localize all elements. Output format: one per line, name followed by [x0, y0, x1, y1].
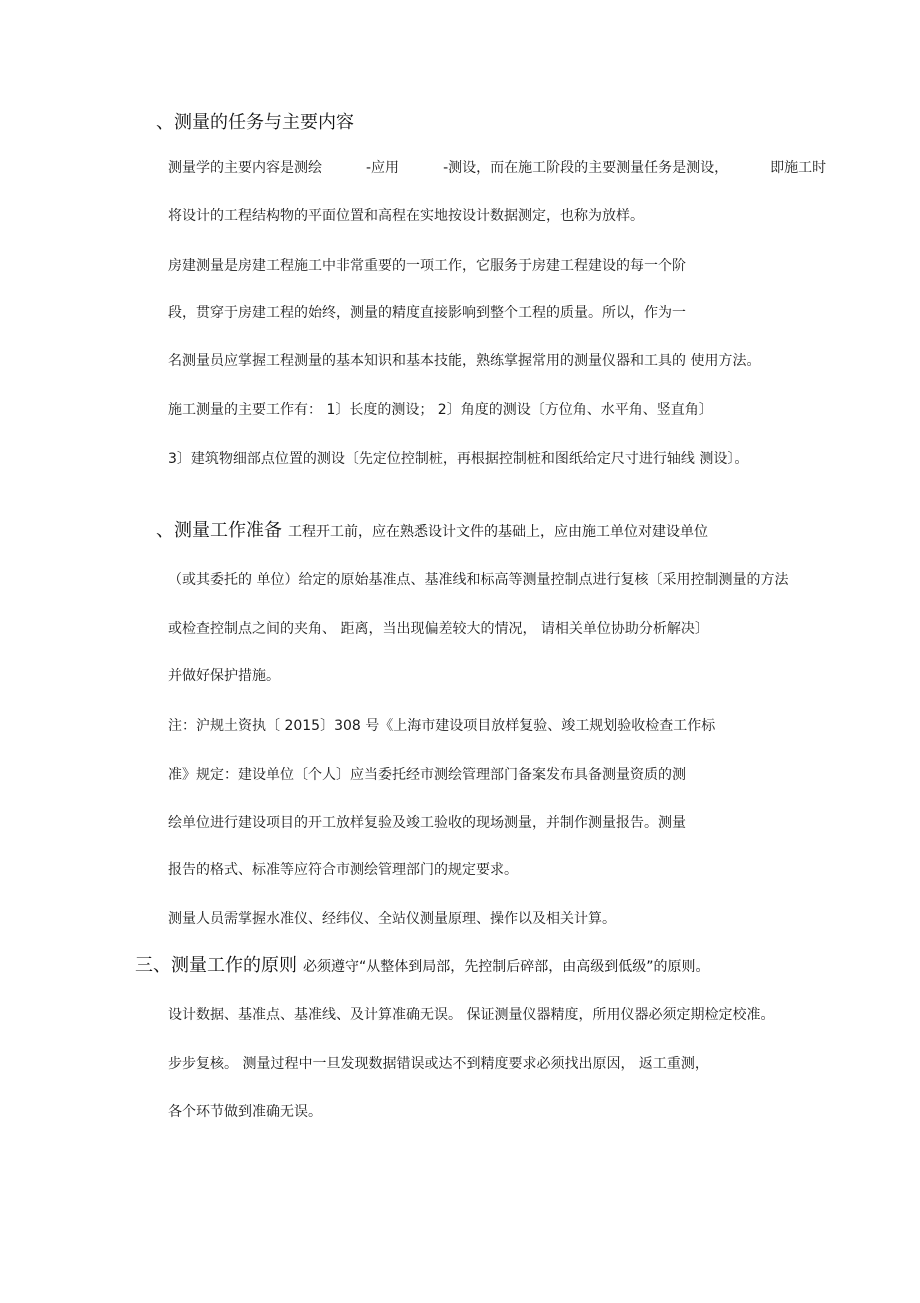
section1-line-4: 段，贯穿于房建工程的始终，测量的精度直接影响到整个工程的质量。所以，作为一: [168, 305, 686, 321]
section3-line-3: 各个环节做到准确无误。: [168, 1104, 322, 1120]
section1-line-1-part-d: 即施工时: [770, 160, 827, 176]
section2-heading-title: 、测量工作准备: [156, 520, 282, 541]
section2-note-line-4: 报告的格式、标准等应符合市测绘管理部门的规定要求。: [168, 862, 518, 878]
section2-line-2: 或检查控制点之间的夹角、 距离，当出现偏差较大的情况， 请相关单位协助分析解决〕: [168, 621, 709, 637]
section1-line-3: 房建测量是房建工程施工中非常重要的一项工作，它服务于房建工程建设的每一个阶: [168, 258, 686, 274]
section1-line-1-part-c: -测设，而在施工阶段的主要测量任务是测设，: [443, 160, 729, 176]
section2-heading-text: 工程开工前，应在熟悉设计文件的基础上，应由施工单位对建设单位: [288, 524, 708, 540]
section1-line-1-part-a: 测量学的主要内容是测绘: [168, 160, 322, 176]
section1-line-2: 将设计的工程结构物的平面位置和高程在实地按设计数据测定，也称为放样。: [168, 208, 644, 224]
section2-heading: [156, 519, 708, 544]
section1-line-6: 施工测量的主要工作有： 1〕长度的测设； 2〕角度的测设〔方位角、水平角、竖直角〕: [168, 402, 713, 418]
section2-line-4: 测量人员需掌握水准仪、经纬仪、全站仪测量原理、操作以及相关计算。: [168, 911, 616, 927]
section3-heading: [135, 954, 710, 979]
section2-note-line-1: 注：沪规土资执〔 2015〕308 号《上海市建设项目放样复验、竣工规划验收检查工作标: [168, 718, 716, 734]
section1-heading: 、测量的任务与主要内容: [156, 112, 354, 133]
section2-note-line-3: 绘单位进行建设项目的开工放样复验及竣工验收的现场测量，并制作测量报告。测量: [168, 815, 686, 831]
section3-line-2: 步步复核。 测量过程中一旦发现数据错误或达不到精度要求必须找出原因， 返工重测，: [168, 1056, 709, 1072]
section3-heading-title: 三、测量工作的原则: [135, 955, 297, 976]
section1-line-5: 名测量员应掌握工程测量的基本知识和基本技能，熟练掌握常用的测量仪器和工具的 使用方法。: [168, 353, 761, 369]
section1-line-1-part-b: -应用: [366, 160, 400, 176]
section1-line-7: 3〕建筑物细部点位置的测设〔先定位控制桩，再根据控制桩和图纸给定尺寸进行轴线 测设〕。: [168, 451, 749, 467]
section1-line-1: [168, 158, 826, 178]
section2-line-1: （或其委托的 单位）给定的原始基准点、基准线和标高等测量控制点进行复核〔采用控制测量的方法: [168, 572, 789, 588]
section2-note-line-2: 准》规定：建设单位〔个人〕应当委托经市测绘管理部门备案发布具备测量资质的测: [168, 767, 686, 783]
section3-line-1: 设计数据、基准点、基准线、及计算准确无误。 保证测量仪器精度，所用仪器必须定期检定校准。: [168, 1007, 775, 1023]
section3-heading-text: 必须遵守“从整体到局部，先控制后碎部，由高级到低级”的原则。: [303, 959, 710, 975]
section2-line-3: 并做好保护措施。: [168, 668, 280, 684]
